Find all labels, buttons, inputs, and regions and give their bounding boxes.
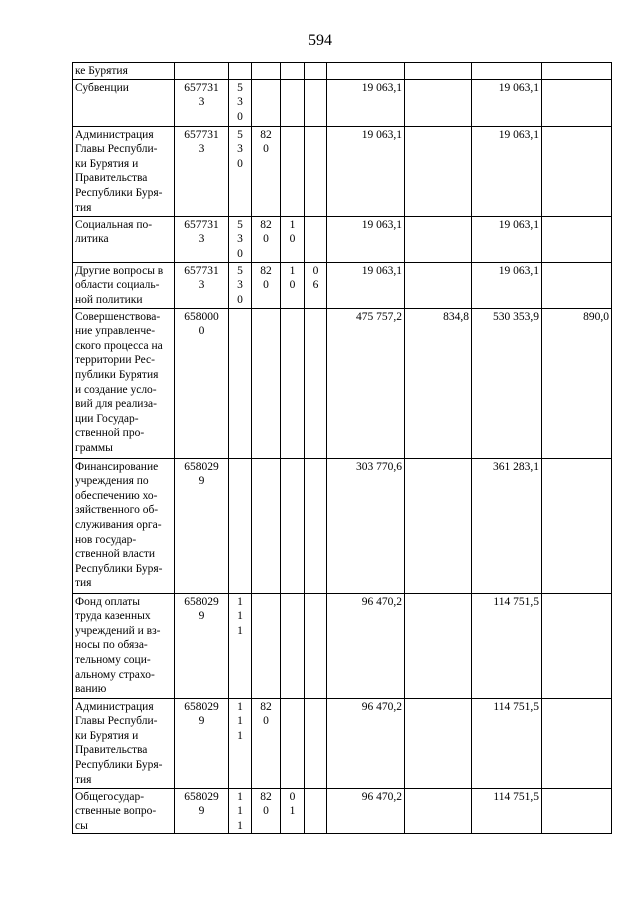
amount-4 <box>542 698 612 788</box>
amount-1 <box>327 63 405 80</box>
section-code <box>281 308 305 458</box>
section-code <box>281 458 305 593</box>
amount-4 <box>542 262 612 308</box>
target-article-code: 658029 9 <box>175 458 229 593</box>
table-row <box>73 79 612 126</box>
row-name: ке Бурятия <box>73 63 175 80</box>
amount-1: 96 470,2 <box>327 698 405 788</box>
amount-2 <box>405 262 472 308</box>
subsection-code <box>305 593 327 698</box>
amount-2 <box>405 216 472 262</box>
section-code: 1 0 <box>281 262 305 308</box>
ministry-code: 82 0 <box>252 216 281 262</box>
ministry-code: 82 0 <box>252 698 281 788</box>
target-article-code: 658000 0 <box>175 308 229 458</box>
section-code <box>281 63 305 80</box>
page-number: 594 <box>308 32 332 49</box>
target-article-code: 658029 9 <box>175 593 229 698</box>
expense-type-code <box>229 458 252 593</box>
table-row <box>73 262 612 308</box>
amount-2 <box>405 126 472 216</box>
amount-3: 114 751,5 <box>472 698 542 788</box>
amount-2 <box>405 593 472 698</box>
amount-4 <box>542 63 612 80</box>
subsection-code <box>305 698 327 788</box>
expense-type-code: 1 1 1 <box>229 698 252 788</box>
amount-4 <box>542 126 612 216</box>
row-name: Общегосудар- ственные вопро- сы <box>73 788 175 834</box>
expense-type-code: 5 3 0 <box>229 79 252 126</box>
amount-3: 361 283,1 <box>472 458 542 593</box>
target-article-code <box>175 63 229 80</box>
target-article-code: 657731 3 <box>175 79 229 126</box>
ministry-code: 82 0 <box>252 126 281 216</box>
amount-4 <box>542 788 612 834</box>
amount-4 <box>542 458 612 593</box>
table-row <box>73 216 612 262</box>
amount-2 <box>405 788 472 834</box>
section-code: 1 0 <box>281 216 305 262</box>
target-article-code: 658029 9 <box>175 788 229 834</box>
row-name: Финансирование учреждения по обеспечению хо- зяйственного об- служивания орга- нов государ- ственной власти Республики Буря- тия <box>73 458 175 593</box>
ministry-code: 82 0 <box>252 788 281 834</box>
section-code: 0 1 <box>281 788 305 834</box>
amount-2 <box>405 79 472 126</box>
row-name: Фонд оплаты труда казенных учреждений и вз- носы по обяза- тельному соци- альному страхо- ванию <box>73 593 175 698</box>
amount-3: 114 751,5 <box>472 788 542 834</box>
expense-type-code: 5 3 0 <box>229 262 252 308</box>
expense-type-code: 5 3 0 <box>229 126 252 216</box>
amount-4 <box>542 216 612 262</box>
subsection-code <box>305 788 327 834</box>
subsection-code <box>305 458 327 593</box>
amount-1: 19 063,1 <box>327 216 405 262</box>
amount-3: 530 353,9 <box>472 308 542 458</box>
target-article-code: 657731 3 <box>175 126 229 216</box>
ministry-code <box>252 79 281 126</box>
row-name: Субвенции <box>73 79 175 126</box>
amount-4 <box>542 79 612 126</box>
amount-3: 19 063,1 <box>472 216 542 262</box>
amount-4: 890,0 <box>542 308 612 458</box>
ministry-code <box>252 63 281 80</box>
subsection-code <box>305 308 327 458</box>
subsection-code <box>305 126 327 216</box>
row-name: Совершенствова- ние управленче- ского процесса на территории Рес- публики Бурятия и создание усло- вий для реализа- ции Государ- ственной про- граммы <box>73 308 175 458</box>
expense-type-code: 5 3 0 <box>229 216 252 262</box>
amount-1: 96 470,2 <box>327 788 405 834</box>
table-row <box>73 788 612 834</box>
amount-2 <box>405 63 472 80</box>
section-code <box>281 79 305 126</box>
row-name: Социальная по- литика <box>73 216 175 262</box>
target-article-code: 657731 3 <box>175 262 229 308</box>
amount-2: 834,8 <box>405 308 472 458</box>
amount-2 <box>405 698 472 788</box>
section-code <box>281 126 305 216</box>
expense-type-code <box>229 308 252 458</box>
section-code <box>281 698 305 788</box>
amount-3: 19 063,1 <box>472 262 542 308</box>
section-code <box>281 593 305 698</box>
subsection-code <box>305 79 327 126</box>
budget-table <box>72 62 612 834</box>
table-row <box>73 126 612 216</box>
amount-1: 475 757,2 <box>327 308 405 458</box>
ministry-code <box>252 458 281 593</box>
row-name: Другие вопросы в области социаль- ной политики <box>73 262 175 308</box>
subsection-code <box>305 216 327 262</box>
row-name: Администрация Главы Республи- ки Бурятия и Правительства Республики Буря- тия <box>73 126 175 216</box>
table-row <box>73 308 612 458</box>
amount-3: 19 063,1 <box>472 79 542 126</box>
ministry-code <box>252 308 281 458</box>
expense-type-code <box>229 63 252 80</box>
ministry-code: 82 0 <box>252 262 281 308</box>
amount-3: 19 063,1 <box>472 126 542 216</box>
table-row <box>73 458 612 593</box>
table-row <box>73 698 612 788</box>
subsection-code: 0 6 <box>305 262 327 308</box>
amount-1: 96 470,2 <box>327 593 405 698</box>
amount-1: 19 063,1 <box>327 126 405 216</box>
amount-1: 303 770,6 <box>327 458 405 593</box>
amount-3 <box>472 63 542 80</box>
amount-2 <box>405 458 472 593</box>
ministry-code <box>252 593 281 698</box>
table-body <box>73 63 612 834</box>
table-row <box>73 63 612 80</box>
expense-type-code: 1 1 1 <box>229 788 252 834</box>
amount-4 <box>542 593 612 698</box>
amount-1: 19 063,1 <box>327 79 405 126</box>
target-article-code: 658029 9 <box>175 698 229 788</box>
amount-1: 19 063,1 <box>327 262 405 308</box>
target-article-code: 657731 3 <box>175 216 229 262</box>
expense-type-code: 1 1 1 <box>229 593 252 698</box>
row-name: Администрация Главы Республи- ки Бурятия и Правительства Республики Буря- тия <box>73 698 175 788</box>
subsection-code <box>305 63 327 80</box>
table-row <box>73 593 612 698</box>
amount-3: 114 751,5 <box>472 593 542 698</box>
